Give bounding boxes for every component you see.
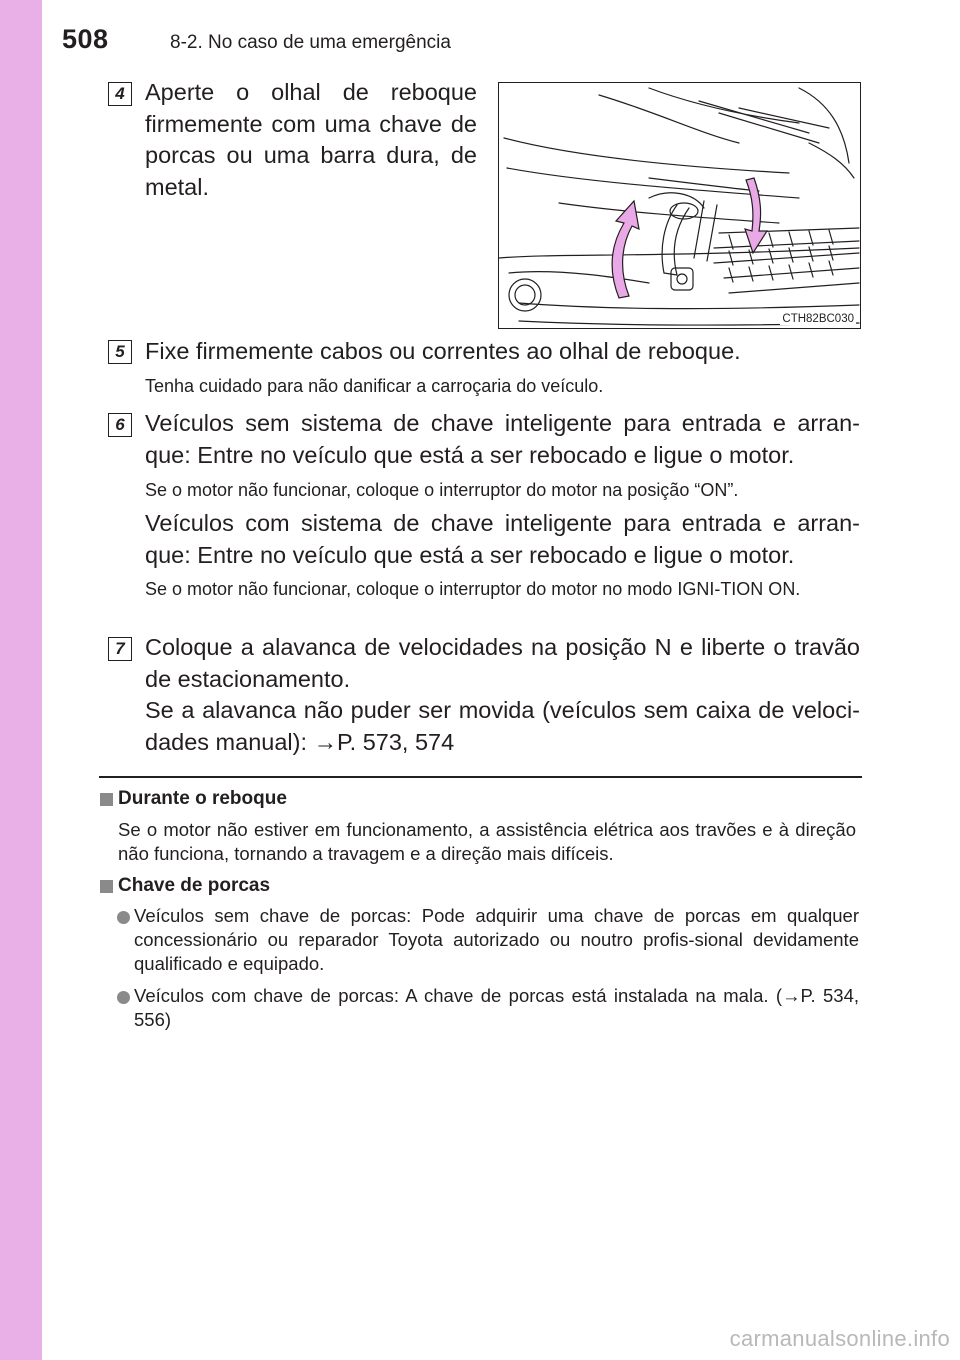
step-5-note: Tenha cuidado para não danificar a carroçaria do veículo. xyxy=(145,376,604,396)
chapter-sidebar-tab xyxy=(0,0,42,1360)
round-bullet-icon xyxy=(117,991,130,1004)
step-number-6: 6 xyxy=(108,413,132,437)
page-number: 508 xyxy=(62,24,109,54)
step-number-4: 4 xyxy=(108,82,132,106)
round-bullet-icon xyxy=(117,911,130,924)
square-bullet-icon xyxy=(100,793,113,806)
step-6-text-b: Veículos com sistema de chave inteligente para entrada e arran-que: Entre no veículo que está a ser rebocado e ligue o motor. xyxy=(145,510,860,568)
step-number-5: 5 xyxy=(108,340,132,364)
step-4-text: Aperte o olhal de reboque firmemente com uma chave de porcas ou uma barra dura, de metal. xyxy=(145,79,477,200)
step-5-text: Fixe firmemente cabos ou correntes ao olhal de reboque. xyxy=(145,338,741,364)
note-heading-wrench: Chave de porcas xyxy=(118,875,271,896)
wrench-bullet-1: Veículos sem chave de porcas: Pode adquirir uma chave de porcas em qualquer concessionário ou reparador Toyota autorizado ou noutro profis-sional devidamente qualificado e equipado. xyxy=(134,905,859,974)
step-7-text-a: Coloque a alavanca de velocidades na posição N e liberte o travão de estacionamento. xyxy=(145,634,860,692)
tow-eye-illustration xyxy=(498,82,861,329)
note-heading-towing: Durante o reboque xyxy=(118,788,287,809)
illustration-code: CTH82BC030 xyxy=(782,313,854,325)
square-bullet-icon xyxy=(100,880,113,893)
section-title: 8-2. No caso de uma emergência xyxy=(170,32,451,53)
wrench-bullet-2: Veículos com chave de porcas: A chave de porcas está instalada na mala. (→P. 534, 556) xyxy=(134,985,859,1030)
section-divider xyxy=(99,776,862,778)
note-body-towing: Se o motor não estiver em funcionamento, a assistência elétrica aos travões e à direção não funciona, tornando a travagem e a direção mais difíceis. xyxy=(118,819,856,864)
step-6-text-a: Veículos sem sistema de chave inteligente para entrada e arran-que: Entre no veículo que está a ser rebocado e ligue o motor. xyxy=(145,410,860,468)
step-number-7: 7 xyxy=(108,637,132,661)
step-6-note-a: Se o motor não funcionar, coloque o interruptor do motor na posição “ON”. xyxy=(145,480,739,500)
tow-eye-wrench-illustration xyxy=(499,83,861,329)
step-6-note-b: Se o motor não funcionar, coloque o interruptor do motor no modo IGNI-TION ON. xyxy=(145,579,801,599)
step-7-text-b: Se a alavanca não puder ser movida (veículos sem caixa de veloci-dades manual): →P. 573, 574 xyxy=(145,697,860,755)
watermark: carmanualsonline.info xyxy=(729,1326,950,1351)
